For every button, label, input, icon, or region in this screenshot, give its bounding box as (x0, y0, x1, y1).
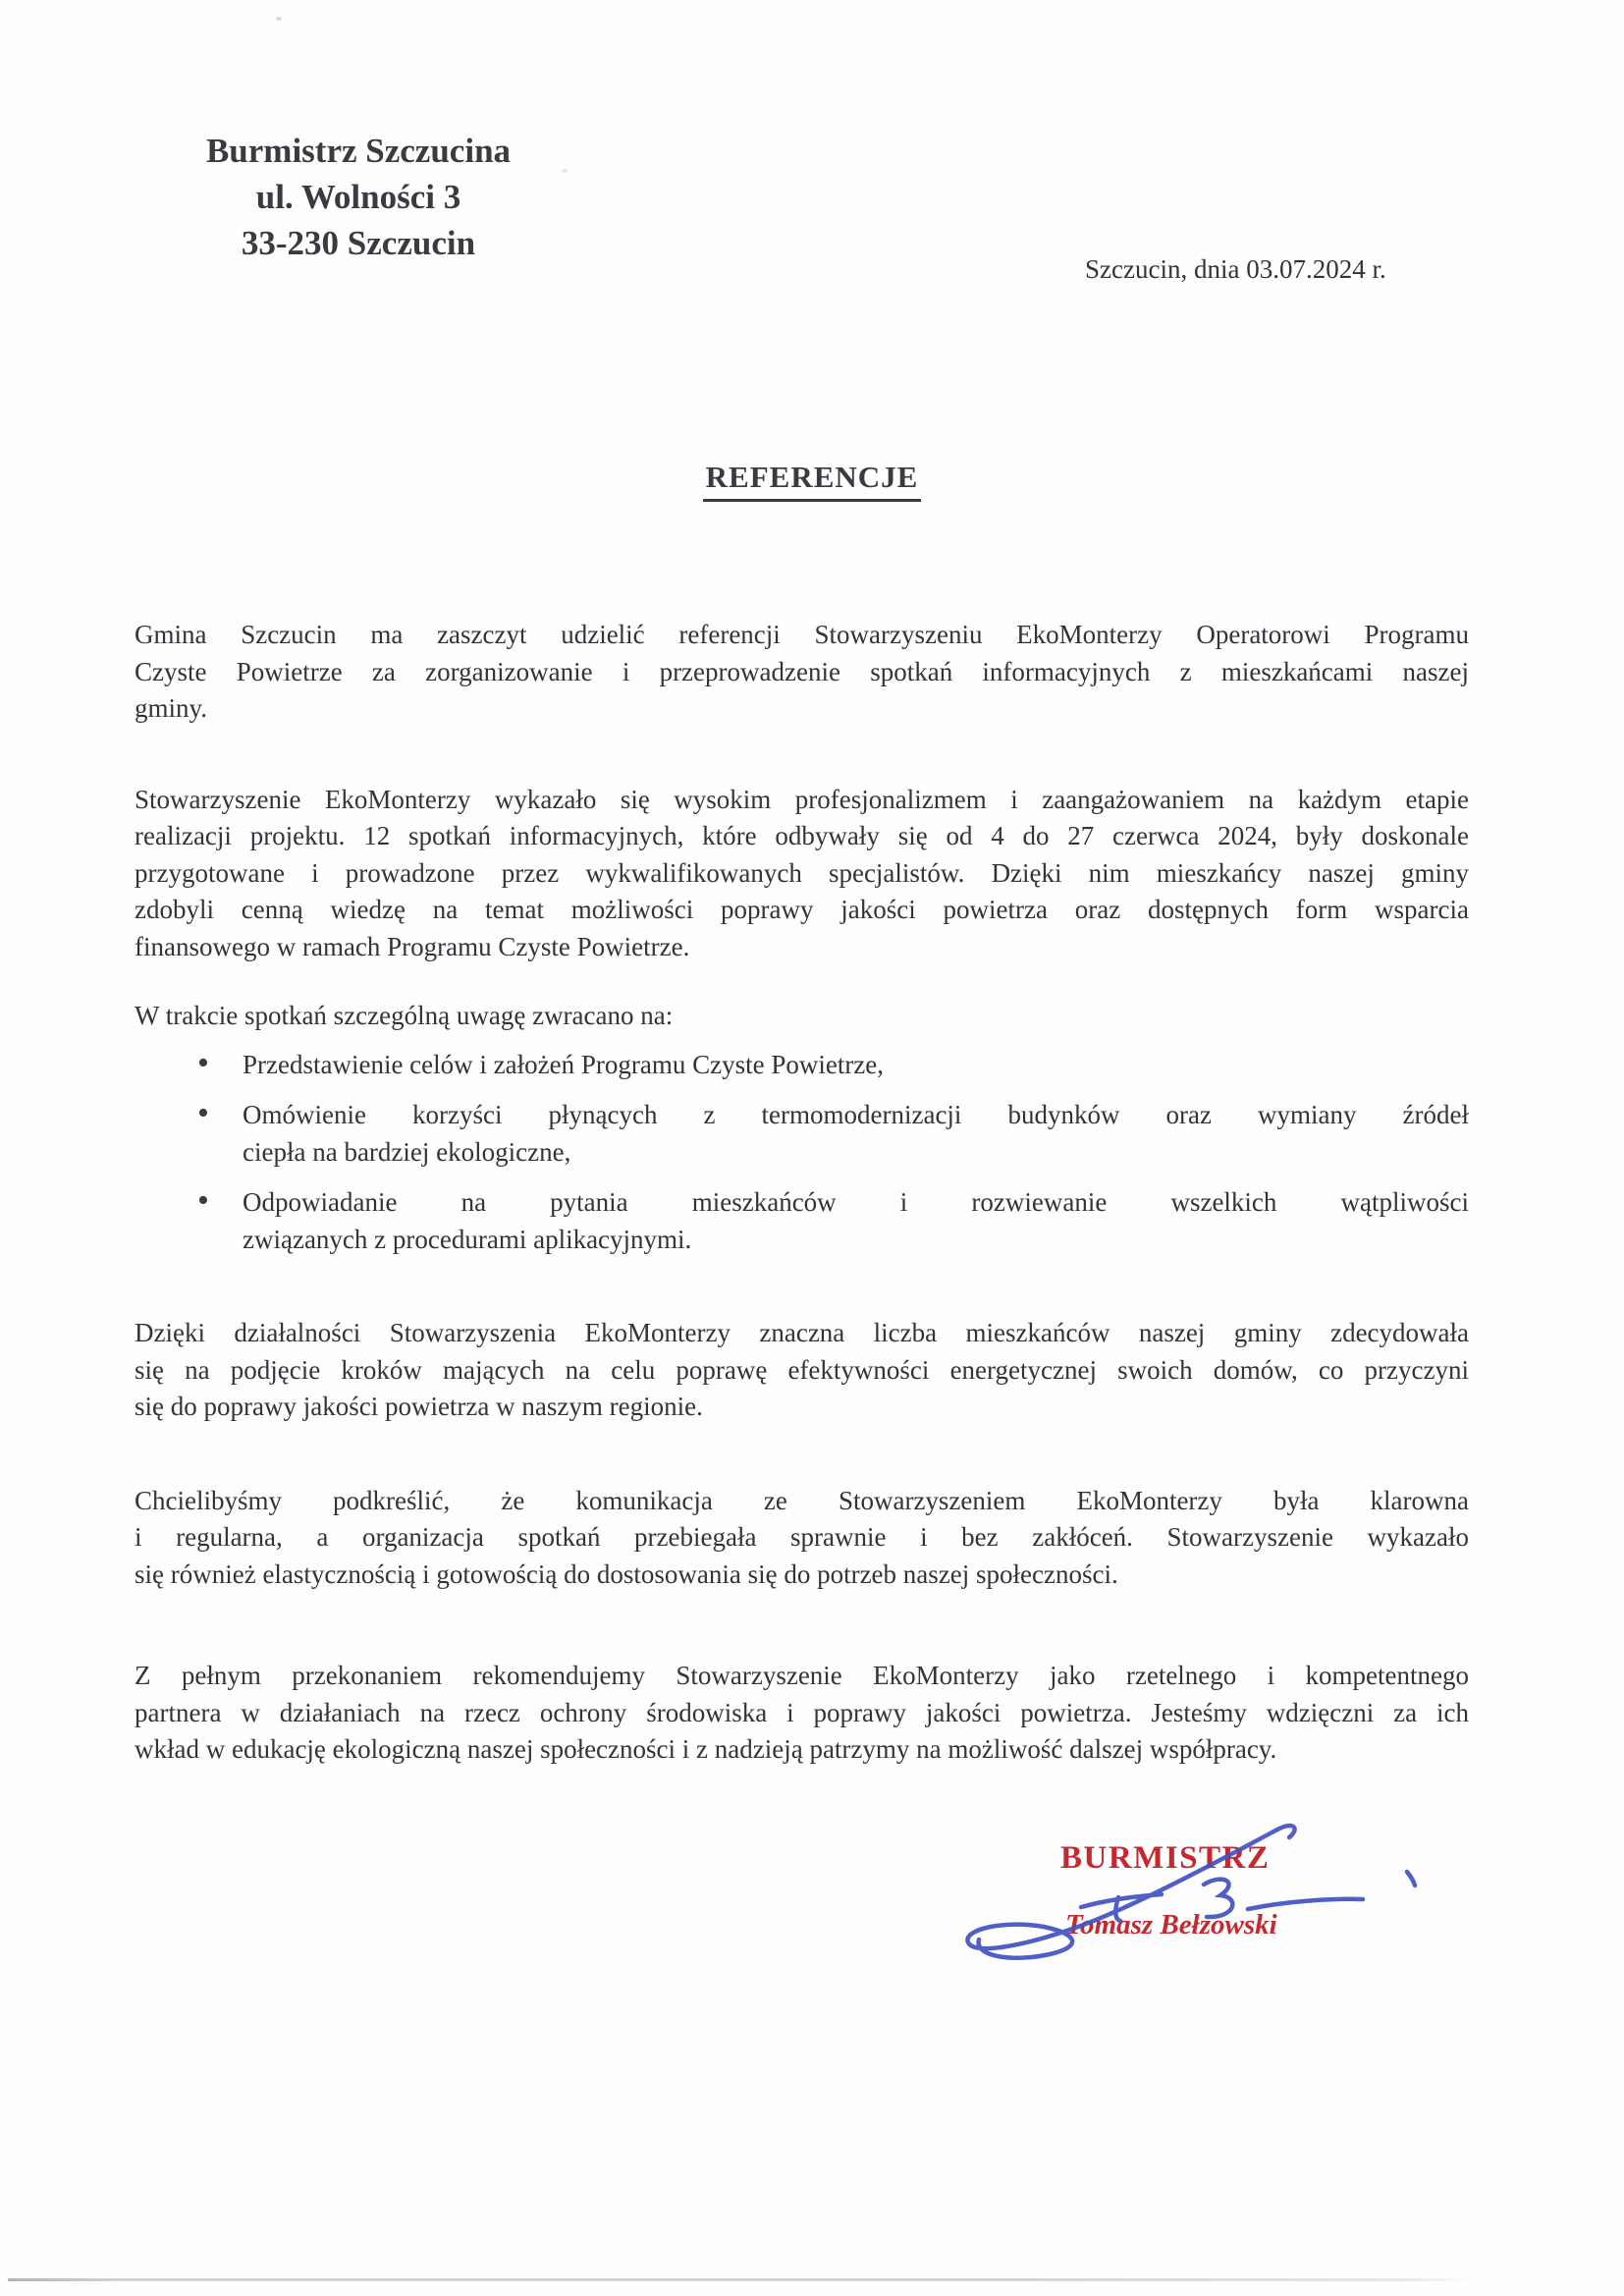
letterhead-street: ul. Wolności 3 (255, 178, 461, 216)
paragraph-line: zdobyli cenną wiedzę na temat możliwości poprawy jakości powietrza oraz dostępnych form wsparcia (135, 895, 1469, 924)
letterhead-city: 33-230 Szczucin (241, 224, 476, 262)
date-line: Szczucin, dnia 03.07.2024 r. (1085, 254, 1386, 284)
scan-artifact-line (8, 2278, 1473, 2281)
bullet-icon: • (197, 1095, 209, 1131)
list-item-line: Omówienie korzyści płynących z termomodernizacji budynków oraz wymiany źródeł (243, 1100, 1469, 1129)
list-item (135, 1044, 1469, 1084)
signature-name: Tomasz Bełzowski (1065, 1909, 1277, 1941)
paragraph-recommendation (135, 1658, 1469, 1769)
letterhead (187, 128, 530, 266)
paragraph-line: finansowego w ramach Programu Czyste Powietrze. (135, 931, 690, 961)
signature-role-title: BURMISTRZ (1060, 1840, 1271, 1876)
paragraph-line: Chcielibyśmy podkreślić, że komunikacja ze Stowarzyszeniem EkoMonterzy była klarowna (135, 1485, 1469, 1515)
scan-speck (276, 17, 282, 21)
document-title: REFERENCJE (703, 460, 922, 502)
list-item-line: ciepła na bardziej ekologiczne, (243, 1136, 571, 1167)
paragraph-professionalism (135, 782, 1469, 966)
paragraph-line: Czyste Powietrze za zorganizowanie i przeprowadzenie spotkań informacyjnych z mieszkańcami naszej (135, 656, 1469, 686)
paragraph-line: przygotowane i prowadzone przez wykwalifikowanych specjalistów. Dzięki nim mieszkańcy naszej gminy (135, 857, 1469, 888)
bullet-icon: • (197, 1182, 209, 1219)
paragraph-line: Stowarzyszenie EkoMonterzy wykazało się wysokim profesjonalizmem i zaangażowaniem na każdym etapie (135, 784, 1469, 814)
paragraph-line: partnera w działaniach na rzecz ochrony środowiska i poprawy jakości powietrza. Jesteśmy wdzięczni za ich (135, 1697, 1469, 1727)
title-row (0, 460, 1624, 502)
paragraph-communication (135, 1483, 1469, 1594)
paragraph-line: Z pełnym przekonaniem rekomendujemy Stowarzyszenie EkoMonterzy jako rzetelnego i kompetentnego (135, 1661, 1469, 1690)
scan-speck (562, 169, 568, 173)
bullet-icon: • (197, 1044, 209, 1081)
paragraph-line: się na podjęcie kroków mających na celu poprawę efektywności energetycznej swoich domów, co przyczyni (135, 1354, 1469, 1385)
paragraph-line: gminy. (135, 693, 207, 723)
paragraph-line: Gmina Szczucin ma zaszczyt udzielić referencji Stowarzyszeniu EkoMonterzy Operatorowi Programu (135, 620, 1469, 649)
list-item-line: Odpowiadanie na pytania mieszkańców i rozwiewanie wszelkich wątpliwości (243, 1187, 1469, 1217)
list-item (135, 1184, 1469, 1258)
list-intro: W trakcie spotkań szczególną uwagę zwracano na: (135, 1001, 674, 1030)
paragraph-line: wkład w edukację ekologiczną naszej społeczności i z nadzieją patrzymy na możliwość dalszej współpracy. (135, 1734, 1277, 1764)
list-item-line: Przedstawienie celów i założeń Programu Czyste Powietrze, (243, 1049, 885, 1079)
list-item (135, 1097, 1469, 1171)
paragraph-line: realizacji projektu. 12 spotkań informacyjnych, które odbywały się od 4 do 27 czerwca 2024, były doskonale (135, 821, 1469, 850)
paragraph-line: Dzięki działalności Stowarzyszenia EkoMonterzy znaczna liczba mieszkańców naszej gminy zdecydowała (135, 1318, 1469, 1347)
paragraph-intro (135, 617, 1469, 728)
letter-body (135, 617, 1469, 1769)
paragraph-line: się również elastycznością i gotowością do dostosowania się do potrzeb naszej społeczności. (135, 1558, 1118, 1589)
paragraph-impact (135, 1315, 1469, 1426)
paragraph-line: się do poprawy jakości powietrza w naszym regionie. (135, 1392, 703, 1421)
list-item-line: związanych z procedurami aplikacyjnymi. (243, 1224, 692, 1254)
letterhead-office: Burmistrz Szczucina (205, 132, 512, 170)
topics-list (135, 1044, 1469, 1259)
paragraph-line: i regularna, a organizacja spotkań przebiegała sprawnie i bez zakłóceń. Stowarzyszenie wykazało (135, 1522, 1469, 1552)
